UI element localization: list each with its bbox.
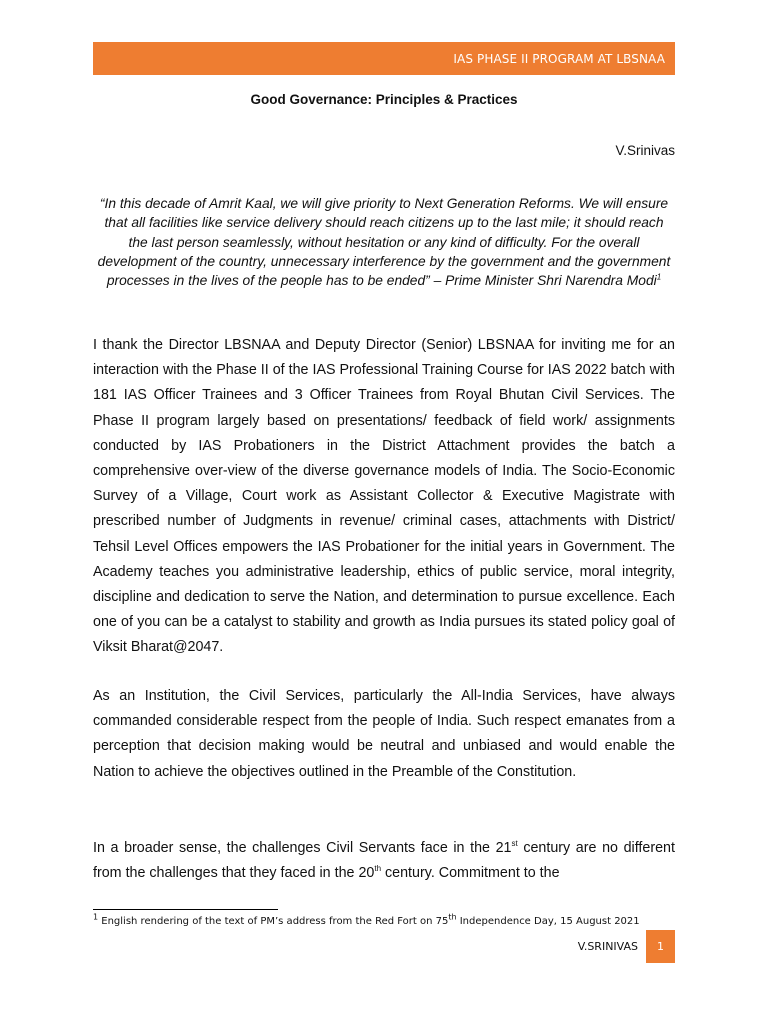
ordinal-suffix: th — [448, 912, 457, 922]
quote-text: “In this decade of Amrit Kaal, we will give priority to Next Generation Reforms. We will ensure that all facilities like service delivery should reach citizens up to the last mile; it should reach the last person seamlessly, without hesitation or any kind of difficulty. For the overall development of the country, unnecessary interference by the government and the government processes in the lives of the people has to be ended” – Prime Minister Shri Narendra Modi — [97, 196, 671, 289]
footnote-text: English rendering of the text of PM’s address from the Red Fort on 75 — [98, 916, 449, 927]
page-number-text: 1 — [657, 940, 664, 953]
footnote-text: Independence Day, 15 August 2021 — [456, 916, 640, 927]
paragraph-2: As an Institution, the Civil Services, particularly the All-India Services, have always commanded considerable respect from the people of India. Such respect emanates from a perception that decision making would be neutral and unbiased and would enable the Nation to achieve the objectives outlined in the Preamble of the Constitution. — [93, 688, 675, 780]
footnote-ref[interactable]: 1 — [656, 272, 662, 282]
paragraph-3-text: In a broader sense, the challenges Civil Servants face in the 21 — [93, 840, 512, 856]
header-text: IAS PHASE II PROGRAM AT LBSNAA — [453, 51, 665, 66]
footnote — [93, 912, 640, 927]
opening-quote — [96, 194, 672, 290]
page-header — [93, 42, 675, 75]
ordinal-suffix: th — [374, 864, 382, 874]
author-name: V.Srinivas — [615, 143, 675, 158]
paragraph-3-text: century are no different from the challenges that they faced in the 20 — [93, 840, 675, 882]
footnote-number: 1 — [93, 912, 99, 922]
ordinal-suffix: st — [511, 839, 518, 849]
document-title: Good Governance: Principles & Practices — [250, 92, 518, 107]
paragraph-3 — [93, 836, 675, 886]
paragraph-3-text: century. Commitment to the — [381, 865, 560, 882]
page-number — [646, 930, 675, 963]
footer-author: V.SRINIVAS — [577, 940, 638, 953]
footnote-divider — [93, 909, 278, 910]
paragraph-1: I thank the Director LBSNAA and Deputy Director (Senior) LBSNAA for inviting me for an interaction with the Phase II of the IAS Professional Training Course for IAS 2022 batch with 181 IAS Officer Trainees and 3 Officer Trainees from Royal Bhutan Civil Services. The Phase II program largely based on presentations/ feedback of field work/ assignments conducted by IAS Probationers in the District Attachment provides the batch a comprehensive over-view of the diverse governance models of India. The Socio-Economic Survey of a Village, Court work as Assistant Collector & Executive Magistrate with prescribed number of Judgments in revenue/ criminal cases, attachments with District/ Tehsil Level Offices empowers the IAS Probationer for the initial years in Government. The Academy teaches you administrative leadership, ethics of public service, moral integrity, discipline and dedication to serve the Nation, and determination to pursue excellence. Each one of you can be a catalyst to stability and growth as India pursues its stated policy goal of Viksit Bharat@2047. — [93, 337, 675, 656]
